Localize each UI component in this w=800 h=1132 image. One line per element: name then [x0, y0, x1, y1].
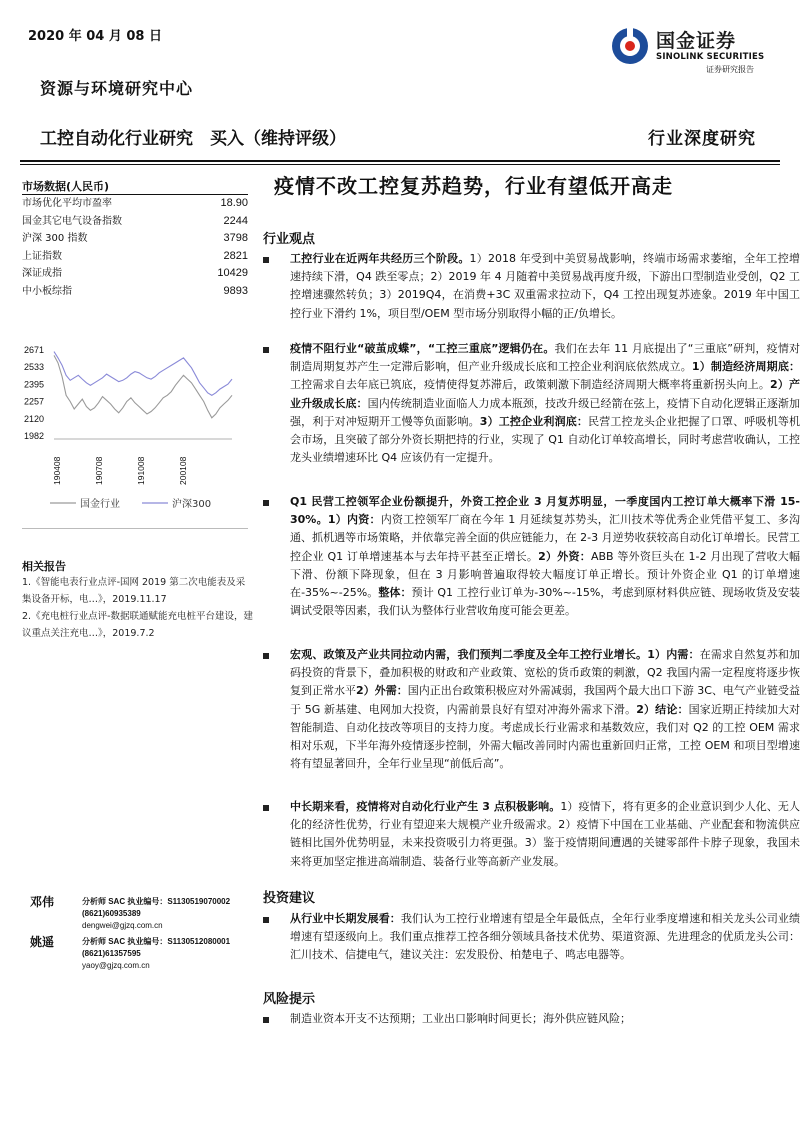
chart-divider — [22, 528, 248, 529]
paragraph-4: 宏观、政策及产业共同拉动内需，我们预判二季度及全年工控行业增长。1）内需：在需求自然复苏和加码投资的背景下，叠加积极的财政和产业政策、宽松的货币政策的刺激，Q2 我国内需一定程度将逐步恢复到正常水平2）外需：国内正出台政策积极应对外需减弱，我国两个最大出口下游 3C、电气产业链受益于 5G 新基建、电网加大投资，内需前景良好有望对冲海外需求下滑。2）结论：国家近期正持续加大对智能制造、自动化技改等项目的支持力度。考虑成长行业需求和基数效应，我们对 Q2 的工控 OEM 需求相对乐观，下半年海外疫情逐步控制，外需大幅改善同时内需也重新回归正常，工控 OEM 和项目型增速将有望显著回升，全年行业呈现“前低后高”。 — [290, 648, 800, 771]
y-tick-label: 2395 — [24, 379, 45, 390]
analyst-email[interactable]: dengwei@gjzq.com.cn — [82, 921, 163, 930]
legend-label: 沪深300 — [172, 499, 212, 510]
y-tick-label: 2257 — [24, 396, 45, 407]
bullet-icon — [263, 1017, 269, 1023]
market-row: 沪深 300 指数 3798 — [22, 232, 248, 244]
paragraph-5: 中长期来看，疫情将对自动化行业产生 3 点积极影响。1）疫情下，将有更多的企业意识到少人化、无人化的经济性优势，行业有望迎来大规模产业升级需求。2）疫情下中国在工业基础、产业配套和物流供应链相比国外优势明显，未来投资吸引力将更强。3）鉴于疫情期间遭遇的关键零部件卡脖子现象，我国未来将更加坚定推进高端制造、装备行业等高新产业发展。 — [290, 800, 800, 868]
logo-subtitle: 证券研究报告 — [706, 65, 754, 74]
report-type: 工控自动化行业研究 买入（维持评级） — [40, 129, 346, 149]
y-tick-label: 1982 — [24, 431, 45, 441]
bullet-icon — [263, 257, 269, 263]
header-divider-thin — [20, 164, 780, 165]
research-center: 资源与环境研究中心 — [40, 79, 194, 98]
paragraph-3: Q1 民营工控领军企业份额提升，外资工控企业 3 月复苏明显，一季度国内工控订单大概率下滑 15-30%。1）内资：内资工控领军厂商在今年 1 月延续复苏势头，汇川技术等优秀企业凭借平复工、多沟通、抓机遇等市场策略，并依靠完善全面的供应链能力，在 2-3 月逆势收获较高自动化订单增长。民营工控企业 Q1 订单增速基本与去年持平甚至正增长。2）外资：ABB 等外资巨头在 1-2 月出现了营收大幅下滑、份额下降现象，但在 3 月影响普遍取得较大幅度订单正增长。预计外资企业 Q1 的订单增速在-35%~-25%。整体：预计 Q1 工控行业订单为-30%~-15%，考虑到原材料供应链、现场收货及安装调试受限等因素，我们认为整体行业营收角度可能会更差。 — [290, 495, 800, 618]
index-comparison-chart — [20, 335, 252, 525]
paragraph-2: 疫情不阻行业“破茧成蝶”，“工控三重底”逻辑仍在。我们在去年 11 月底提出了“三重底”研判，疫情对制造周期复苏产生一定滞后影响，但产业升级成长底和工控企业利润底依然成立。1）制造经济周期底：工控需求自去年底已筑底，疫情使得复苏滞后，政策刺激下制造经济周期大概率将重新拐头向上。2）产业升级成长底：国内传统制造业面临人力成本瓶颈，技改升级已经箭在弦上，疫情下自动化逻辑正逐渐加强，利于对冲短期开工慢等负面影响。3）工控企业利润底：民营工控龙头企业把握了口罩、呼吸机等机会市场，且突破了部分外资长期把持的行业，实现了 Q1 自动化订单较高增长，同时考虑营收确认，工控龙头业绩增速环比 Q4 应该仍有一定提升。 — [290, 342, 800, 465]
logo-english: SINOLINK SECURITIES — [656, 52, 765, 62]
market-row: 深证成指 10429 — [22, 267, 248, 279]
market-row: 上证指数 2821 — [22, 249, 248, 262]
market-row: 国金其它电气设备指数 2244 — [22, 214, 248, 227]
bullet-icon — [263, 347, 269, 353]
bullet-icon — [263, 653, 269, 659]
bullet-icon — [263, 917, 269, 923]
analyst-name: 邓伟 — [30, 895, 55, 909]
market-row: 市场优化平均市盈率 18.90 — [22, 197, 248, 209]
x-tick-label: 200108 — [178, 456, 188, 485]
section-title-risk: 风险提示 — [263, 992, 316, 1007]
sinolink-logo-icon — [610, 26, 650, 66]
logo-name: 国金证券 — [656, 30, 737, 52]
bullet-icon — [263, 500, 269, 506]
y-tick-label: 2120 — [24, 413, 45, 424]
related-report-item[interactable]: 2.《充电桩行业点评-数据联通赋能充电桩平台建设，建议重点关注充电…》，2019.7.2 — [22, 611, 253, 639]
x-tick-label: 191008 — [136, 456, 146, 485]
report-headline: 疫情不改工控复苏趋势，行业有望低开高走 — [274, 174, 673, 198]
report-date: 2020 年 04 月 08 日 — [28, 29, 162, 44]
legend-label: 国金行业 — [80, 499, 120, 510]
series-line-industry — [54, 355, 232, 417]
analyst-name: 姚遥 — [30, 935, 55, 949]
related-reports-title: 相关报告 — [22, 560, 66, 573]
analyst-info: 分析师 SAC 执业编号：S1130519070002 (8621)60935389 dengwei@gjzq.com.cn — [82, 897, 231, 930]
market-data-title: 市场数据(人民币) — [22, 180, 110, 193]
x-tick-label: 190408 — [52, 456, 62, 485]
market-row: 中小板综指 9893 — [22, 284, 248, 297]
analyst-email[interactable]: yaoy@gjzq.com.cn — [82, 961, 150, 970]
related-report-item[interactable]: 1.《智能电表行业点评-国网 2019 第二次电能表及采集设备开标，电…》，2019.11.17 — [22, 577, 246, 605]
series-line-hs300 — [54, 352, 232, 396]
y-tick-label: 2671 — [24, 345, 45, 355]
header-divider — [20, 160, 780, 162]
analyst-info: 分析师 SAC 执业编号：S1130512080001 (8621)61357595 yaoy@gjzq.com.cn — [82, 937, 231, 970]
y-tick-label: 2533 — [24, 362, 45, 373]
section-title-view: 行业观点 — [263, 232, 316, 247]
paragraph-6: 从行业中长期发展看：我们认为工控行业增速有望是全年最低点，全年行业季度增速和相关龙头公司业绩增速有望逐级向上。我们重点推荐工控各细分领域具备技术优势、渠道资源、先进理念的优质龙头公司：汇川技术、信捷电气，建议关注：宏发股份、柏楚电子、鸣志电器等。 — [290, 912, 800, 962]
related-reports-list — [22, 574, 254, 642]
company-logo — [610, 24, 780, 76]
report-class: 行业深度研究 — [648, 129, 756, 149]
market-data-table — [22, 195, 248, 300]
bullet-icon — [263, 805, 269, 811]
section-title-invest: 投资建议 — [263, 891, 316, 906]
x-tick-label: 190708 — [94, 456, 104, 485]
paragraph-7: 制造业资本开支不达预期；工业出口影响时间更长；海外供应链风险； — [290, 1012, 631, 1025]
paragraph-1: 工控行业在近两年共经历三个阶段。1）2018 年受到中美贸易战影响，终端市场需求萎缩，全年工控增速持续下滑，Q4 跌至零点；2）2019 年 4 月随着中美贸易战再度升级，下游出口型制造业受创，Q2 工控增速骤然转负；3）2019Q4，在消费+3C 双重需求拉动下，Q4 工控出现复苏迹象。2019 年中国工控行业下滑约 1%，项目型/OEM 型市场分别取得小幅的正/负增长。 — [290, 252, 800, 320]
